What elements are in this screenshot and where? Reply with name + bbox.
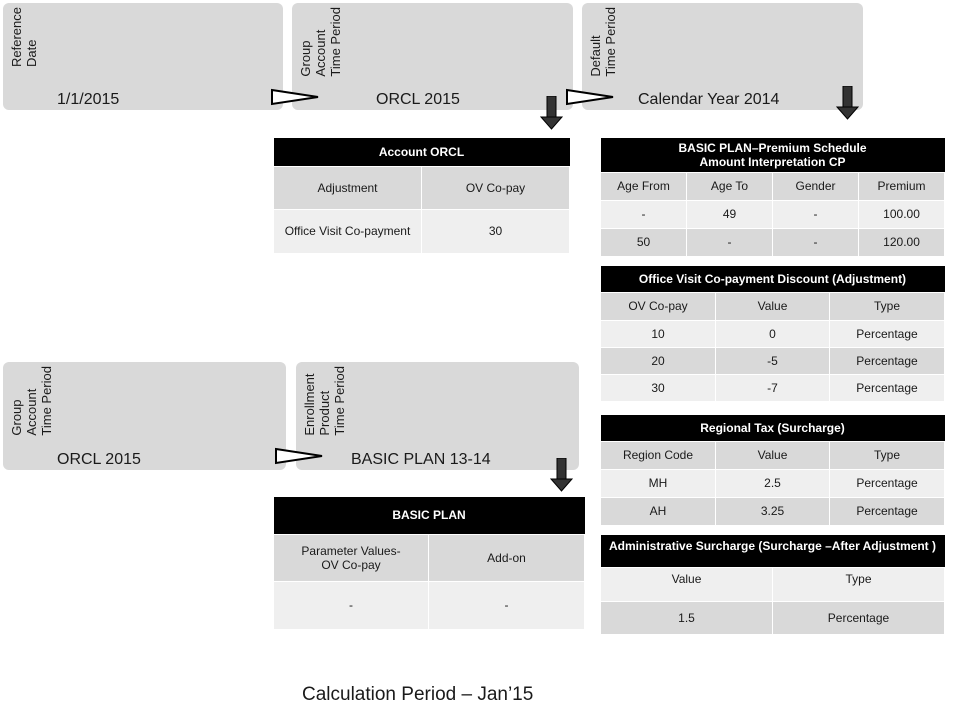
ov-discount-table [600,266,945,402]
column-header: Type [830,441,945,469]
table-cell: - [274,581,429,629]
down-arrow-icon [836,86,860,120]
table-cell: Office Visit Co-payment [274,209,422,253]
column-header: Age From [601,172,687,200]
table-cell: 49 [687,200,773,228]
table-cell: -5 [716,347,830,374]
default-time-period-value: Calendar Year 2014 [638,91,780,108]
column-header: Parameter Values- OV Co-pay [274,534,429,581]
table-cell: 30 [601,374,716,401]
table-cell: Percentage [830,320,945,347]
column-header: Premium [859,172,945,200]
default-time-period-label: Default Time Period [588,7,618,77]
table-cell: Percentage [830,469,945,497]
table-cell: 30 [422,209,570,253]
table-cell: 50 [601,228,687,256]
table-cell: 1.5 [601,601,773,634]
basic-plan-title: BASIC PLAN [274,497,585,534]
table-cell: - [773,228,859,256]
account-orcl-title: Account ORCL [274,138,570,166]
table-cell: Percentage [830,374,945,401]
group-account-time-period-label: Group Account Time Period [298,7,343,77]
table-cell: 3.25 [716,497,830,525]
group-account-time-period-label: Group Account Time Period [9,366,54,436]
table-cell: 20 [601,347,716,374]
table-cell: -7 [716,374,830,401]
column-header: Add-on [429,534,585,581]
column-header: Value [716,441,830,469]
regional-tax-title: Regional Tax (Surcharge) [601,415,945,441]
reference-date-panel [3,3,283,110]
connector-arrow-icon [565,86,617,108]
table-cell: - [687,228,773,256]
column-header: Adjustment [274,166,422,209]
table-cell: - [601,200,687,228]
table-cell: MH [601,469,716,497]
column-header: Type [773,567,945,601]
enrollment-product-time-period-value: BASIC PLAN 13-14 [351,451,491,468]
table-cell: - [773,200,859,228]
table-cell: 120.00 [859,228,945,256]
group-account-time-period-value: ORCL 2015 [57,451,141,468]
column-header: Value [601,567,773,601]
table-cell: 2.5 [716,469,830,497]
table-cell: Percentage [773,601,945,634]
table-cell: 100.00 [859,200,945,228]
default-time-period-panel [582,3,863,110]
table-cell: Percentage [830,497,945,525]
enrollment-product-time-period-label: Enrollment Product Time Period [302,366,347,436]
table-cell: 0 [716,320,830,347]
column-header: OV Co-pay [422,166,570,209]
connector-arrow-icon [274,445,326,467]
enrollment-product-time-period-panel [296,362,579,470]
ov-discount-title: Office Visit Co-payment Discount (Adjustment) [601,266,945,292]
group-account-time-period-panel-2 [3,362,286,470]
column-header: Type [830,292,945,320]
reference-date-label: Reference Date [9,7,39,67]
connector-arrow-icon [270,86,322,108]
premium-schedule-table [600,138,945,257]
column-header: Region Code [601,441,716,469]
table-cell: 10 [601,320,716,347]
account-orcl-table [273,138,570,254]
group-account-time-period-panel [292,3,573,110]
calculation-period-caption: Calculation Period – Jan’15 [302,684,534,705]
down-arrow-icon [550,458,574,492]
down-arrow-icon [540,96,564,130]
admin-surcharge-title: Administrative Surcharge (Surcharge –After Adjustment ) [601,535,945,567]
column-header: Age To [687,172,773,200]
admin-surcharge-table [600,535,945,635]
column-header: Gender [773,172,859,200]
column-header: OV Co-pay [601,292,716,320]
column-header: Value [716,292,830,320]
table-cell: - [429,581,585,629]
basic-plan-table [273,497,585,630]
premium-schedule-title: BASIC PLAN–Premium Schedule Amount Interpretation CP [601,138,945,172]
reference-date-value: 1/1/2015 [57,91,120,108]
table-cell: Percentage [830,347,945,374]
regional-tax-table [600,415,945,526]
group-account-time-period-value: ORCL 2015 [376,91,460,108]
table-cell: AH [601,497,716,525]
